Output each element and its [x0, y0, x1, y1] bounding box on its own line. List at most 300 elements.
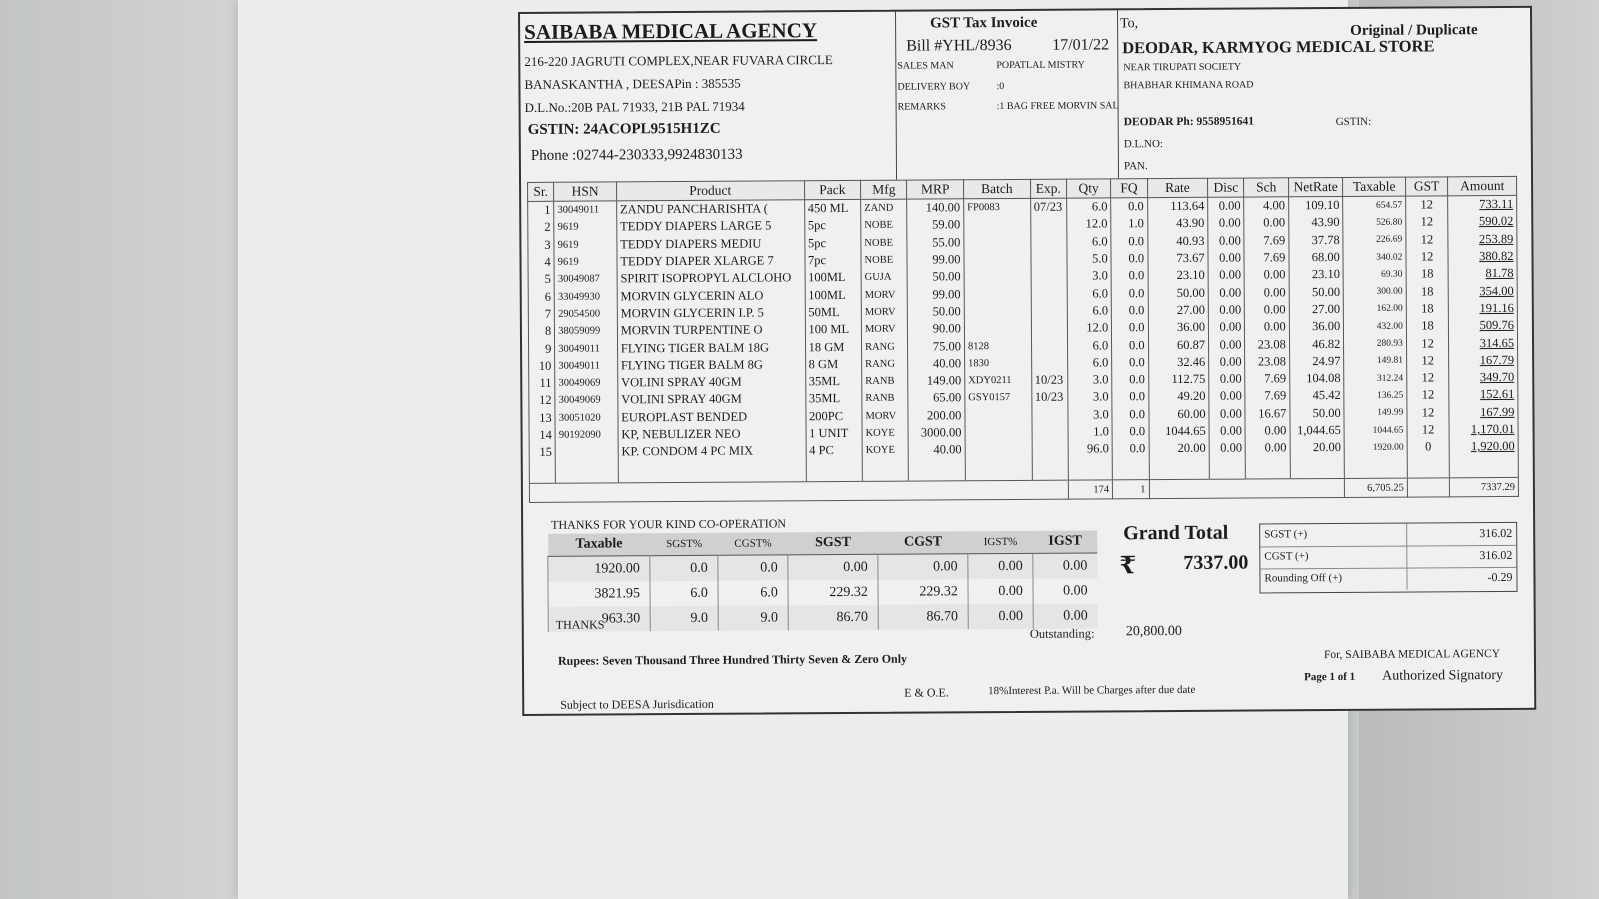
- table-cell: 349.70: [1449, 369, 1518, 387]
- table-cell: [1149, 457, 1210, 480]
- table-cell: 733.11: [1448, 195, 1517, 213]
- table-cell: 100ML: [805, 269, 862, 287]
- table-cell: 59.00: [907, 217, 964, 235]
- grand-total-label: Grand Total: [1123, 521, 1229, 545]
- table-cell: 5.0: [1067, 250, 1111, 268]
- table-cell: 13: [529, 409, 555, 426]
- table-cell: 4 PC: [806, 442, 863, 460]
- tax-cell: 0.00: [1033, 603, 1097, 628]
- table-cell: [964, 251, 1031, 269]
- table-cell: NOBE: [861, 217, 908, 235]
- table-cell: 3.0: [1068, 389, 1112, 407]
- tax-cell: 0.0: [650, 555, 718, 581]
- table-cell: 300.00: [1343, 283, 1406, 301]
- table-cell: 60.00: [1148, 405, 1209, 423]
- table-cell: 18 GM: [805, 338, 862, 356]
- column-header: FQ: [1111, 179, 1147, 198]
- interest-note: 18%Interest P.a. Will be Charges after due date: [988, 683, 1196, 698]
- table-cell: 100ML: [805, 286, 862, 304]
- tax-cell: 229.32: [788, 580, 878, 606]
- table-cell: 432.00: [1344, 318, 1407, 336]
- table-cell: 0.00: [1209, 371, 1245, 389]
- table-cell: 18: [1406, 283, 1448, 301]
- table-cell: 69.30: [1343, 266, 1406, 284]
- table-cell: 1 UNIT: [806, 425, 863, 443]
- table-cell: [1209, 457, 1245, 480]
- total-taxable: 6,705.25: [1345, 479, 1408, 498]
- table-cell: RANG: [862, 355, 909, 373]
- rounding-row: [1260, 567, 1516, 591]
- table-cell: 55.00: [907, 234, 964, 252]
- column-header: Qty: [1066, 179, 1111, 198]
- table-cell: 4: [528, 254, 554, 271]
- sgst-value: 316.02: [1479, 525, 1513, 541]
- table-cell: 81.78: [1448, 265, 1517, 283]
- column-header: Taxable: [1343, 177, 1406, 196]
- table-cell: 113.64: [1147, 197, 1208, 215]
- table-cell: 07/23: [1030, 198, 1066, 216]
- table-cell: 104.08: [1290, 370, 1345, 388]
- table-cell: 40.00: [909, 441, 966, 459]
- table-cell: RANG: [861, 338, 908, 356]
- table-cell: 36.00: [1289, 318, 1344, 336]
- table-cell: [555, 444, 618, 462]
- delivery-label: DELIVERY BOY: [897, 81, 971, 93]
- table-cell: 0.0: [1112, 354, 1148, 372]
- agency-address-2: BANASKANTHA , DEESAPin : 385535: [524, 75, 741, 92]
- cgst-label: CGST (+): [1264, 550, 1309, 563]
- table-cell: [1032, 424, 1068, 442]
- table-cell: 35ML: [805, 390, 862, 408]
- table-cell: 43.90: [1147, 215, 1208, 233]
- tax-cell: 86.70: [878, 604, 968, 630]
- table-cell: 30049069: [555, 374, 618, 392]
- table-cell: [1031, 354, 1067, 372]
- tax-cell: 229.32: [878, 579, 968, 605]
- table-cell: 7.69: [1245, 370, 1289, 388]
- for-agency: For, SAIBABA MEDICAL AGENCY: [1323, 648, 1501, 662]
- table-cell: 167.99: [1449, 403, 1518, 421]
- table-cell: 9619: [554, 219, 617, 237]
- table-cell: [965, 406, 1032, 424]
- table-cell: [1112, 458, 1148, 481]
- table-cell: 0.0: [1111, 198, 1147, 216]
- table-cell: 30049011: [554, 201, 617, 219]
- tax-cell: 6.0: [718, 580, 788, 605]
- grand-total-value: 7337.00: [1183, 551, 1249, 574]
- tax-row: [548, 578, 1098, 606]
- table-cell: [965, 424, 1032, 442]
- table-cell: KOYE: [862, 442, 909, 460]
- table-cell: 73.67: [1148, 250, 1209, 268]
- table-cell: 0.00: [1246, 439, 1290, 457]
- table-cell: 10: [529, 357, 555, 374]
- table-cell: 0.00: [1245, 284, 1289, 302]
- table-cell: VOLINI SPRAY 40GM: [618, 391, 806, 409]
- table-cell: 23.08: [1245, 353, 1289, 371]
- table-cell: 0.0: [1112, 319, 1148, 337]
- table-cell: 7pc: [804, 252, 861, 270]
- table-cell: [1068, 458, 1113, 481]
- table-cell: 11: [529, 375, 555, 392]
- table-cell: 509.76: [1449, 317, 1518, 335]
- table-cell: [555, 461, 618, 484]
- table-cell: 0.00: [1209, 336, 1245, 354]
- tax-cell: 0.0: [718, 555, 788, 581]
- table-cell: 3.0: [1068, 371, 1112, 389]
- items-table: [527, 176, 1519, 503]
- table-cell: 112.75: [1148, 371, 1209, 389]
- table-cell: 29054500: [555, 305, 618, 323]
- table-cell: 526.80: [1343, 214, 1406, 232]
- table-cell: 109.10: [1288, 196, 1343, 214]
- table-cell: 0.0: [1112, 371, 1148, 389]
- tax-cell: 963.30: [548, 606, 651, 632]
- table-cell: VOLINI SPRAY 40GM: [618, 373, 806, 391]
- rupee-icon: ₹: [1119, 553, 1137, 580]
- salesman-value: POPATLAL MISTRY: [996, 59, 1085, 72]
- table-cell: 1044.65: [1344, 421, 1407, 439]
- table-cell: 12: [1407, 387, 1449, 405]
- table-cell: 0.00: [1245, 318, 1289, 336]
- tax-cell: 0.00: [968, 579, 1033, 604]
- tax-cell: 3821.95: [548, 581, 651, 607]
- table-cell: 50.00: [1148, 284, 1209, 302]
- table-cell: 191.16: [1449, 300, 1518, 318]
- tax-summary-table: [547, 530, 1098, 631]
- thanks-note: THANKS FOR YOUR KIND CO-OPERATION: [551, 516, 787, 532]
- tax-cell: 9.0: [718, 605, 788, 630]
- table-cell: FP0083: [964, 198, 1031, 216]
- table-cell: [964, 233, 1031, 251]
- agency-gstin: GSTIN: 24ACOPL9515H1ZC: [527, 120, 721, 138]
- table-cell: MORV: [862, 407, 909, 425]
- table-cell: [1030, 233, 1066, 251]
- table-cell: 1044.65: [1149, 423, 1210, 441]
- table-cell: [965, 441, 1032, 459]
- table-cell: 37.78: [1289, 232, 1344, 250]
- table-cell: [1031, 320, 1067, 338]
- tax-cell: 0.00: [788, 554, 878, 580]
- table-cell: 0: [1407, 438, 1449, 456]
- table-cell: 226.69: [1343, 231, 1406, 249]
- table-cell: NOBE: [861, 252, 908, 270]
- table-cell: 8: [528, 323, 554, 340]
- invoice-title: GST Tax Invoice: [930, 14, 1038, 32]
- tax-column-header: SGST: [788, 532, 878, 555]
- tax-row: [548, 603, 1098, 631]
- table-cell: [965, 458, 1032, 481]
- customer-name: DEODAR, KARMYOG MEDICAL STORE: [1122, 36, 1435, 58]
- table-cell: 1,044.65: [1290, 422, 1345, 440]
- table-cell: 1: [528, 201, 554, 219]
- table-cell: 167.79: [1449, 352, 1518, 370]
- table-cell: 140.00: [907, 199, 964, 217]
- table-cell: SPIRIT ISOPROPYL ALCLOHO: [617, 269, 805, 287]
- table-cell: 6.0: [1067, 285, 1111, 303]
- tax-totals-box: [1259, 522, 1517, 594]
- table-cell: 1.0: [1068, 423, 1112, 441]
- table-cell: ZANDU PANCHARISHTA (: [616, 200, 804, 219]
- table-cell: 10/23: [1031, 372, 1067, 390]
- table-cell: 99.00: [907, 251, 964, 269]
- tax-row: [548, 553, 1098, 582]
- table-cell: 6.0: [1067, 233, 1111, 251]
- table-cell: 75.00: [908, 338, 965, 356]
- table-cell: 15: [529, 444, 555, 461]
- table-cell: 136.25: [1344, 387, 1407, 405]
- column-header: Sr.: [528, 182, 554, 201]
- remarks-label: REMARKS: [897, 101, 946, 113]
- agency-dl: D.L.No.:20B PAL 71933, 21B PAL 71934: [524, 98, 745, 115]
- table-cell: 1920.00: [1344, 439, 1407, 457]
- table-cell: 654.57: [1343, 196, 1406, 214]
- table-cell: 3.0: [1067, 268, 1111, 286]
- to-label: To,: [1120, 16, 1139, 32]
- table-cell: 32.46: [1148, 353, 1209, 371]
- table-cell: [1345, 456, 1408, 479]
- customer-city-phone: DEODAR Ph: 9558951641: [1123, 115, 1255, 129]
- table-cell: 0.0: [1111, 250, 1147, 268]
- table-cell: 10/23: [1031, 389, 1067, 407]
- table-cell: 6.0: [1067, 337, 1111, 355]
- table-cell: MORV: [861, 321, 908, 339]
- table-cell: [1031, 337, 1067, 355]
- tax-column-header: SGST%: [650, 533, 718, 556]
- table-cell: MORVIN GLYCERIN ALO: [617, 287, 805, 305]
- table-cell: RANB: [862, 390, 909, 408]
- table-cell: [1031, 268, 1067, 286]
- sgst-row: [1260, 523, 1516, 548]
- tax-cell: 86.70: [788, 605, 878, 631]
- table-cell: KP. CONDOM 4 PC MIX: [618, 442, 806, 460]
- table-cell: 30051020: [555, 409, 618, 427]
- table-cell: 24.97: [1289, 353, 1344, 371]
- table-cell: 149.81: [1344, 352, 1407, 370]
- table-cell: 12: [1407, 404, 1449, 422]
- table-cell: 9619: [554, 236, 617, 254]
- table-cell: [964, 285, 1031, 303]
- column-header: NetRate: [1288, 177, 1343, 196]
- table-cell: 152.61: [1449, 386, 1518, 404]
- table-cell: 0.0: [1112, 302, 1148, 320]
- table-cell: 50.00: [907, 268, 964, 286]
- header-divider: [895, 12, 897, 180]
- table-cell: 280.93: [1344, 335, 1407, 353]
- tax-column-header: CGST: [878, 531, 968, 554]
- customer-dl: D.L.NO:: [1123, 138, 1163, 151]
- table-cell: 380.82: [1448, 248, 1517, 266]
- table-cell: [964, 320, 1031, 338]
- column-header: Sch: [1244, 178, 1289, 197]
- table-cell: 0.00: [1209, 422, 1245, 440]
- table-cell: 450 ML: [804, 199, 861, 217]
- tax-cell: 0.00: [1033, 553, 1097, 579]
- table-cell: 12: [1407, 421, 1449, 439]
- table-cell: 0.0: [1112, 337, 1148, 355]
- table-cell: 16.67: [1245, 405, 1289, 423]
- table-cell: 0.0: [1112, 388, 1148, 406]
- column-header: Disc: [1208, 178, 1244, 197]
- table-cell: [862, 459, 909, 482]
- table-cell: 312.24: [1344, 370, 1407, 388]
- table-cell: 7.69: [1245, 388, 1289, 406]
- table-cell: 0.00: [1245, 266, 1289, 284]
- table-cell: 1830: [965, 355, 1032, 373]
- table-cell: MORVIN TURPENTINE O: [617, 321, 805, 339]
- table-cell: 200.00: [908, 407, 965, 425]
- table-cell: 50.00: [908, 303, 965, 321]
- outstanding-label: Outstanding:: [1029, 626, 1095, 641]
- table-cell: 46.82: [1289, 335, 1344, 353]
- table-cell: [964, 268, 1031, 286]
- table-cell: [1246, 457, 1291, 480]
- table-cell: 0.00: [1209, 353, 1245, 371]
- tax-column-header: IGST%: [968, 531, 1033, 554]
- table-cell: 36.00: [1148, 319, 1209, 337]
- table-cell: 253.89: [1448, 230, 1517, 248]
- cgst-value: 316.02: [1479, 547, 1513, 563]
- table-cell: 20.00: [1290, 439, 1345, 457]
- table-cell: 3000.00: [908, 424, 965, 442]
- table-cell: GSY0157: [965, 389, 1032, 407]
- column-header: Pack: [804, 180, 861, 199]
- tax-cell: 0.00: [968, 553, 1033, 579]
- table-cell: [1031, 285, 1067, 303]
- delivery-value: :0: [996, 81, 1005, 93]
- table-cell: 1,170.01: [1449, 421, 1518, 439]
- table-cell: [806, 459, 863, 482]
- table-cell: 9: [529, 340, 555, 357]
- table-cell: 0.00: [1244, 215, 1288, 233]
- column-header: MRP: [907, 180, 964, 199]
- amount-in-words: Rupees: Seven Thousand Three Hundred Thirty Seven & Zero Only: [557, 651, 908, 668]
- eoe: E & O.E.: [904, 685, 949, 700]
- customer-gstin: GSTIN:: [1335, 115, 1372, 129]
- table-cell: 590.02: [1448, 213, 1517, 231]
- column-header: Exp.: [1030, 179, 1066, 198]
- table-cell: 27.00: [1289, 301, 1344, 319]
- table-cell: MORV: [861, 286, 908, 304]
- table-cell: MORV: [861, 303, 908, 321]
- table-cell: 60.87: [1148, 336, 1209, 354]
- table-cell: 12: [1406, 231, 1448, 249]
- table-cell: 33049930: [554, 288, 617, 306]
- table-cell: 30049069: [555, 392, 618, 410]
- table-cell: 68.00: [1289, 249, 1344, 267]
- table-cell: [1290, 456, 1345, 479]
- table-cell: 14: [529, 427, 555, 444]
- table-cell: 3: [528, 236, 554, 253]
- table-cell: 18: [1406, 317, 1448, 335]
- total-qty: 174: [1068, 480, 1113, 499]
- table-cell: 23.08: [1245, 336, 1289, 354]
- table-cell: 18: [1406, 300, 1448, 318]
- table-cell: 0.00: [1208, 319, 1244, 337]
- table-cell: 0.00: [1208, 197, 1244, 215]
- table-cell: 20.00: [1149, 440, 1210, 458]
- table-cell: 200PC: [805, 407, 862, 425]
- table-cell: 0.0: [1112, 406, 1148, 424]
- table-cell: 12: [1406, 335, 1448, 353]
- table-cell: RANB: [862, 373, 909, 391]
- table-cell: 6: [528, 288, 554, 305]
- table-cell: ZAND: [861, 199, 908, 217]
- table-cell: 0.0: [1112, 440, 1148, 458]
- table-cell: 9619: [554, 253, 617, 271]
- table-cell: 8128: [964, 337, 1031, 355]
- table-cell: KP, NEBULIZER NEO: [618, 425, 806, 443]
- column-header: GST: [1405, 177, 1447, 196]
- customer-pan: PAN.: [1123, 160, 1148, 173]
- table-cell: 30049011: [555, 340, 618, 358]
- table-cell: 12: [1406, 214, 1448, 232]
- table-cell: 0.00: [1209, 405, 1245, 423]
- document-page: [238, 0, 1515, 899]
- table-cell: 6.0: [1067, 302, 1111, 320]
- tax-column-header: CGST%: [718, 532, 788, 555]
- table-cell: 0.00: [1245, 422, 1289, 440]
- table-cell: 40.00: [908, 355, 965, 373]
- sgst-label: SGST (+): [1264, 528, 1308, 541]
- table-cell: 0.00: [1245, 301, 1289, 319]
- table-cell: 96.0: [1068, 441, 1112, 459]
- table-cell: 0.00: [1208, 284, 1244, 302]
- table-cell: 12.0: [1067, 319, 1111, 337]
- table-cell: 50.00: [1289, 283, 1344, 301]
- column-header: HSN: [554, 182, 617, 201]
- table-cell: TEDDY DIAPERS LARGE 5: [617, 218, 805, 236]
- column-header: Batch: [963, 179, 1030, 198]
- table-cell: 6.0: [1066, 198, 1110, 216]
- table-cell: 4.00: [1244, 197, 1288, 215]
- table-cell: MORVIN GLYCERIN I.P. 5: [617, 304, 805, 322]
- table-cell: 0.00: [1209, 440, 1245, 458]
- tax-cell: 0.00: [968, 604, 1033, 629]
- table-cell: 0.00: [1209, 388, 1245, 406]
- table-cell: 0.00: [1208, 301, 1244, 319]
- agency-address-1: 216-220 JAGRUTI COMPLEX,NEAR FUVARA CIRCLE: [524, 52, 833, 69]
- table-cell: XDY0211: [965, 372, 1032, 390]
- table-cell: 2: [528, 219, 554, 236]
- customer-address-2: BHABHAR KHIMANA ROAD: [1123, 79, 1254, 92]
- copy-type: Original / Duplicate: [1350, 22, 1478, 39]
- table-cell: [1032, 458, 1068, 481]
- table-cell: 0.0: [1111, 285, 1147, 303]
- table-cell: 0.00: [1208, 232, 1244, 250]
- table-cell: 12: [1407, 369, 1449, 387]
- table-cell: 162.00: [1344, 300, 1407, 318]
- invoice: [518, 6, 1536, 716]
- customer-address-1: NEAR TIRUPATI SOCIETY: [1123, 61, 1242, 74]
- table-cell: 7.69: [1244, 232, 1288, 250]
- table-cell: 1,920.00: [1449, 438, 1518, 456]
- page-number: Page 1 of 1: [1304, 670, 1356, 684]
- table-cell: 340.02: [1343, 248, 1406, 266]
- table-cell: 30049011: [555, 357, 618, 375]
- table-cell: EUROPLAST BENDED: [618, 408, 806, 426]
- table-cell: 18: [1406, 266, 1448, 284]
- table-cell: [1030, 216, 1066, 234]
- tax-column-header: IGST: [1033, 530, 1097, 553]
- table-cell: 90.00: [908, 320, 965, 338]
- tax-header-row: [548, 530, 1098, 556]
- rounding-label: Rounding Off (+): [1264, 571, 1343, 585]
- table-cell: [1031, 302, 1067, 320]
- authorized-signatory: Authorized Signatory: [1382, 667, 1504, 684]
- table-cell: 6.0: [1067, 354, 1111, 372]
- table-cell: 149.99: [1344, 404, 1407, 422]
